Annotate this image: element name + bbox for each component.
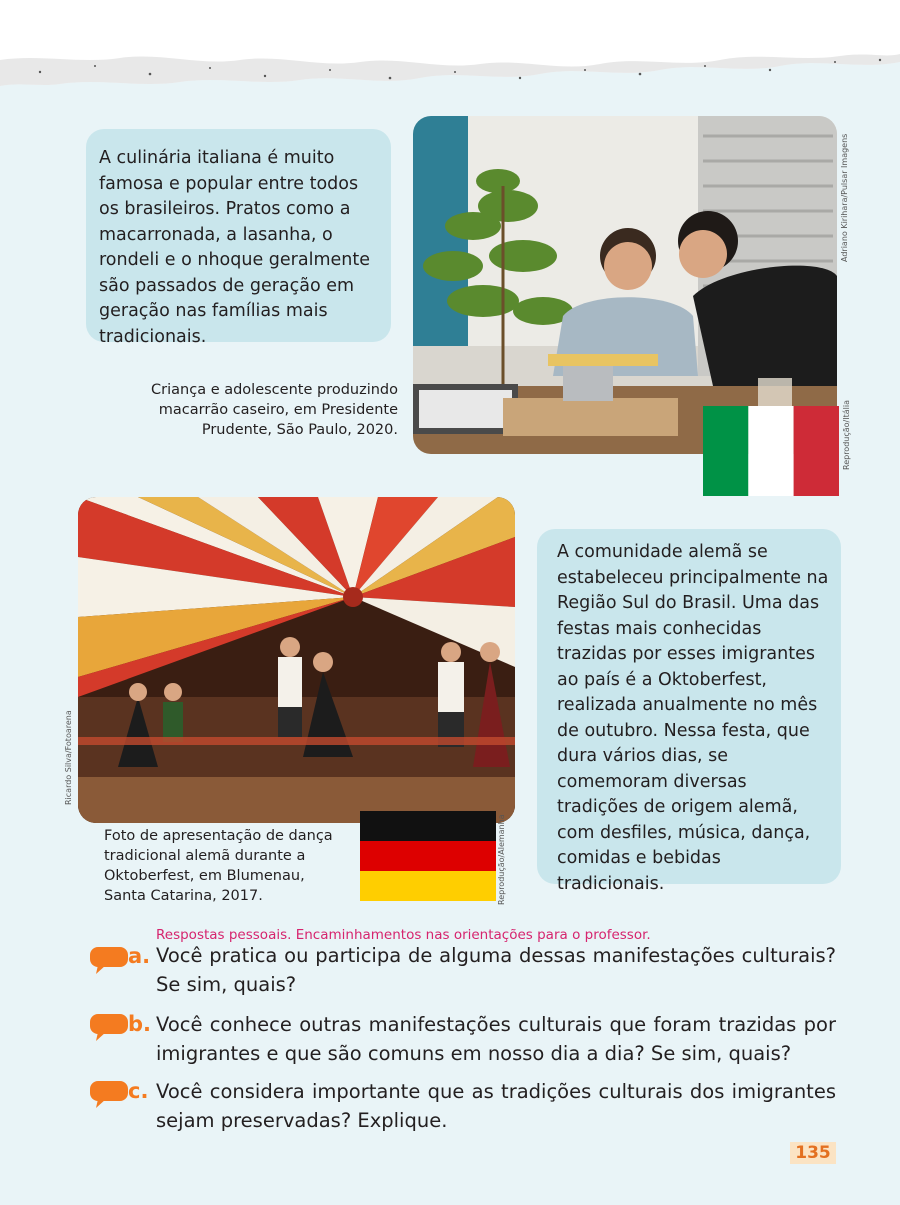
question-a-letter: a. (128, 944, 151, 968)
question-c-text: Você considera importante que as tradições culturais dos imigrantes sejam preservadas? Explique. (156, 1080, 836, 1132)
teacher-answer-note: Respostas pessoais. Encaminhamentos nas orientações para o professor. (156, 927, 651, 943)
flag-italy-credit: Reprodução/Itália (842, 400, 851, 470)
italy-flag-icon (703, 406, 839, 496)
oktoberfest-illustration (78, 497, 515, 823)
pasta-making-photo (413, 116, 837, 454)
speech-bubble-icon (88, 1011, 130, 1043)
question-c-letter: c. (128, 1079, 149, 1103)
question-a-text: Você pratica ou participa de alguma dessas manifestações culturais? Se sim, quais? (156, 944, 836, 996)
italian-culture-text: A culinária italiana é muito famosa e popular entre todos os brasileiros. Pratos como a macarronada, a lasanha, o rondeli e o nhoque geralmente são passados de geração em geração nas famílias mais tradicionais. (99, 148, 370, 347)
question-b-text: Você conhece outras manifestações culturais que foram trazidas por imigrantes e que são comuns em nosso dia a dia? Se sim, quais? (156, 1013, 836, 1065)
photo1-caption: Criança e adolescente produzindo macarrão caseiro, em Presidente Prudente, São Paulo, 2020. (151, 382, 398, 438)
germany-flag-icon (360, 811, 496, 901)
oktoberfest-photo (78, 497, 515, 823)
torn-paper-edge (0, 0, 900, 110)
german-culture-text: A comunidade alemã se estabeleceu principalmente na Região Sul do Brasil. Uma das festas mais conhecidas trazidas por esses imigrantes ao país é a Oktoberfest, realizada anualmente no mês de outubro. Nessa festa, que dura vários dias, se comemoram diversas tradições de origem alemã, com desfiles, música, dança, comidas e bebidas tradicionais. (557, 542, 829, 894)
flag-germany-credit: Reprodução/Alemanha (497, 814, 506, 905)
photo1-credit: Adriano Kirihara/Pulsar Imagens (840, 133, 849, 262)
page-number: 135 (790, 1142, 836, 1164)
speech-bubble-icon (88, 944, 130, 976)
speech-bubble-icon (88, 1078, 130, 1110)
italian-culture-text-box (86, 129, 391, 347)
question-b-letter: b. (128, 1012, 152, 1036)
photo2-caption: Foto de apresentação de dança tradicional alemã durante a Oktoberfest, em Blumenau, Santa Catarina, 2017. (104, 828, 333, 904)
german-culture-text-box (537, 529, 841, 894)
photo2-credit: Ricardo Silva/Fotoarena (64, 710, 73, 805)
pasta-making-illustration (413, 116, 837, 454)
